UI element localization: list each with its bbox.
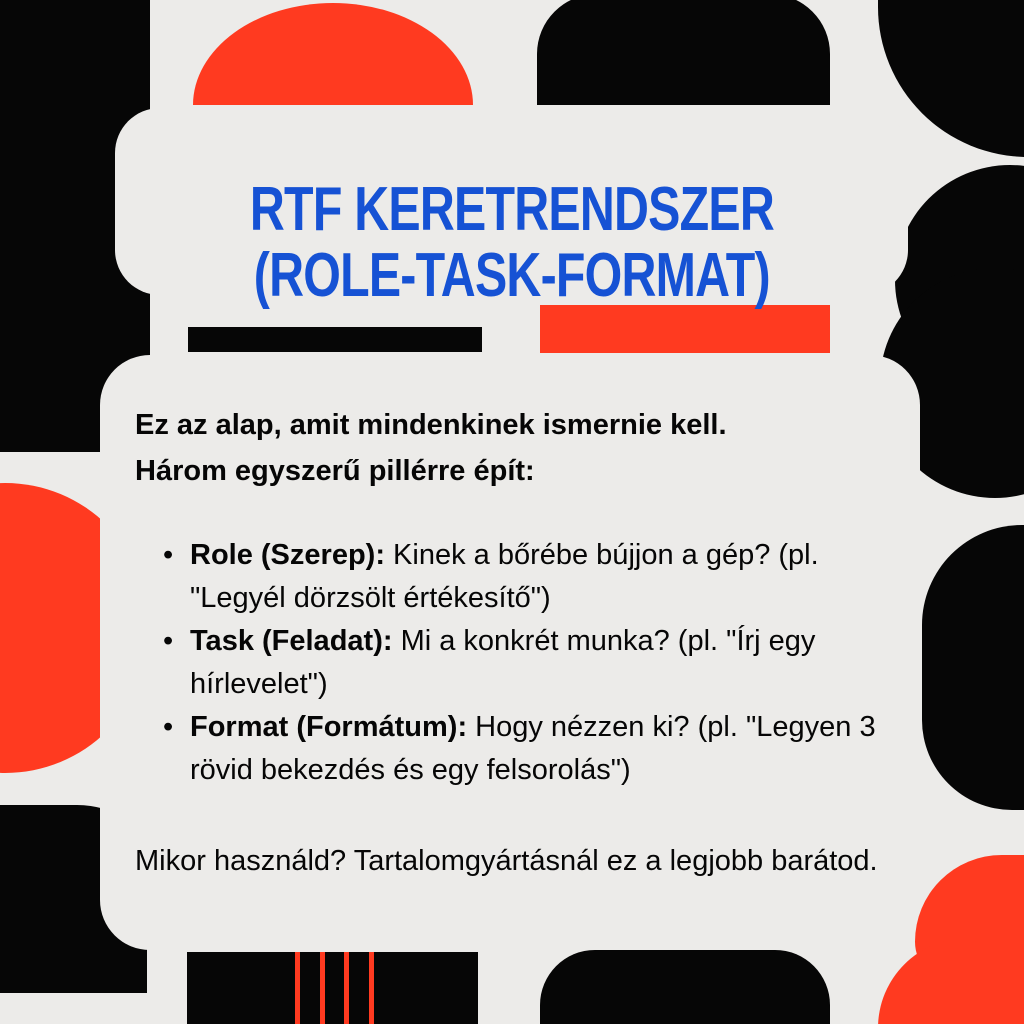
bullet-dot-icon [163,620,190,663]
pillar-list [135,534,897,792]
title-line-1: RTF KERETRENDSZER [249,175,774,245]
decor-top-red-semicircle [193,3,473,105]
list-item-text [190,534,897,620]
list-item-lead: Task (Feladat): [190,625,393,657]
decor-red-stripe [344,952,349,1024]
body-copy [135,402,897,913]
bullet-dot-icon [163,534,190,577]
list-item-rest: Kinek a bőrébe bújjon a gép? (pl. "Legyél dörzsölt értékesítő") [190,539,819,614]
list-item-rest: Hogy nézzen ki? (pl. "Legyen 3 rövid bekezdés és egy felsorolás") [190,711,876,786]
outro-paragraph: Mikor használd? Tartalomgyártásnál ez a legjobb barátod. [135,845,878,877]
intro-paragraph [135,402,897,494]
decor-red-stripe [295,952,300,1024]
bullet-dot-icon [163,706,190,749]
decor-red-stripe [369,952,374,1024]
list-item-lead: Format (Formátum): [190,711,468,743]
decor-right-black-capsule [922,525,1024,810]
decor-bottom-right-red-blob-lower [878,938,1024,1024]
list-item-text [190,620,897,706]
intro-line-2: Három egyszerű pillérre épít: [135,455,535,487]
list-item-role [163,534,897,620]
decor-red-stripe [320,952,325,1024]
decor-bottom-black-tombstone [540,950,830,1024]
intro-line-1: Ez az alap, amit mindenkinek ismernie kell. [135,409,727,441]
decor-bottom-black-bar [187,952,478,1024]
list-item-format [163,706,897,792]
page-title [115,150,908,337]
list-item-rest: Mi a konkrét munka? (pl. "Írj egy hírlevelet") [190,625,816,700]
title-line-2: (ROLE-TASK-FORMAT) [253,241,770,311]
list-item-text [190,706,897,792]
decor-top-black-tombstone [537,0,830,105]
list-item-task [163,620,897,706]
list-item-lead: Role (Szerep): [190,539,385,571]
